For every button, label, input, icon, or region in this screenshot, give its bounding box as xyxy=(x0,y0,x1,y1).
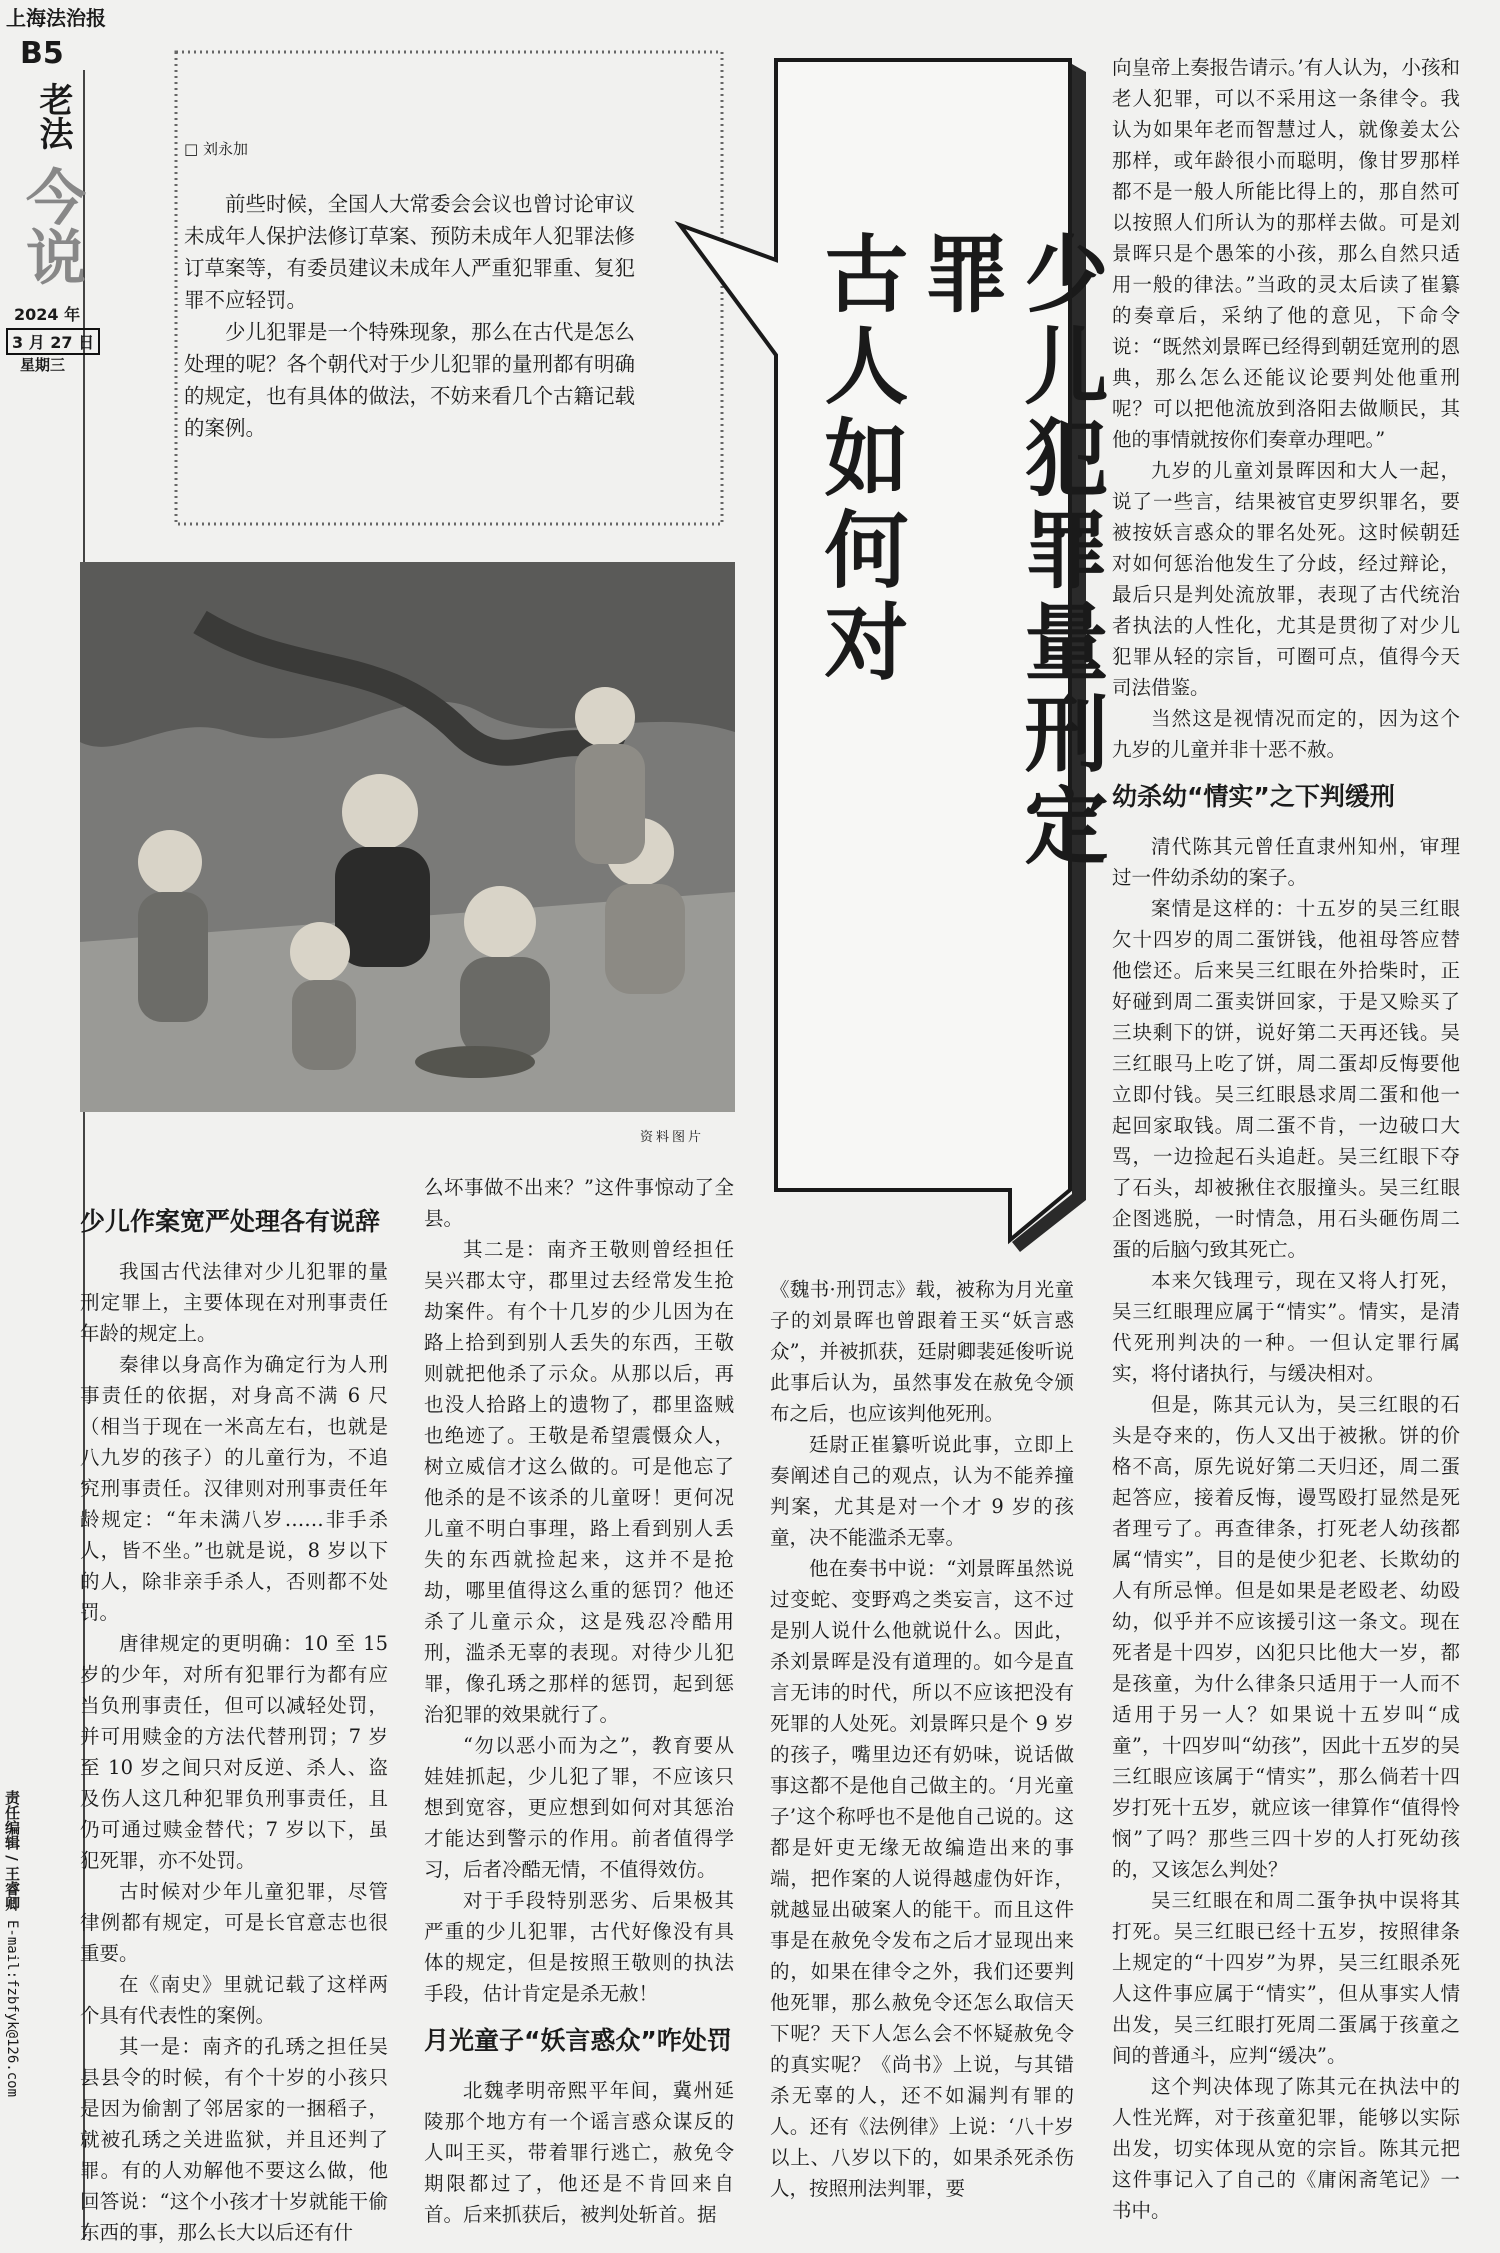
paragraph: 北魏孝明帝熙平年间，冀州延陵那个地方有一个谣言惑众谋反的人叫王买，带着罪行逃亡，赦免令期限都过了，他还是不肯回来自首。后来抓获后，被判处斩首。据 xyxy=(424,2079,734,2226)
paragraph: 案情是这样的：十五岁的吴三红眼欠十四岁的周二蛋饼钱，他祖母答应替他偿还。后来吴三红眼在外拾柴时，正好碰到周二蛋卖饼回家，于是又赊买了三块剩下的饼，说好第二天再还钱。吴三红眼马上吃了饼，周二蛋却反悔要他立即付钱。吴三红眼恳求周二蛋和他一起回家取钱。周二蛋不肯，一边破口大骂，一边捡起石头追赶。吴三红眼下夺了石头，却被揪住衣服撞头。吴三红眼企图逃脱，一时情急，用石头砸伤周二蛋的后脑勺致其死亡。 xyxy=(1112,897,1460,1261)
paragraph: 其二是：南齐王敬则曾经担任吴兴郡太守，郡里过去经常发生抢劫案件。有个十几岁的少儿因为在路上拾到到别人丢失的东西，王敬则就把他杀了示众。从那以后，再也没人拾路上的遗物了，郡里盗贼也绝迹了。王敬是希望震慑众人，树立威信才这么做的。可是他忘了他杀的是不该杀的儿童呀！更何况儿童不明白事理，路上看到别人丢失的东西就捡起来，这并不是抢劫，哪里值得这么重的惩罚？他还杀了儿童示众，这是残忍冷酷用刑，滥杀无辜的表现。对待少儿犯罪，像孔琇之那样的惩罚，起到惩治犯罪的效果就行了。 xyxy=(424,1238,734,1726)
paragraph: 对于手段特别恶劣、后果极其严重的少儿犯罪，古代好像没有具体的规定，但是按照王敬则的执法手段，估计肯定是杀无赦！ xyxy=(424,1889,734,2005)
paragraph: 廷尉正崔纂听说此事，立即上奏阐述自己的观点，认为不能养撞判案，尤其是对一个才 9 岁的孩童，决不能滥杀无辜。 xyxy=(770,1433,1074,1549)
illustration-children-playing xyxy=(80,562,735,1112)
page-number: B5 xyxy=(20,36,64,71)
paragraph: 古时候对少年儿童犯罪，尽管律例都有规定，可是长官意志也很重要。 xyxy=(80,1880,388,1965)
paragraph: 向皇帝上奏报告请示。’有人认为，小孩和老人犯罪，可以不采用这一条律令。我认为如果年老而智慧过人，就像姜太公那样，或年龄很小而聪明，像甘罗那样都不是一般人所能比得上的，那自然可以按照人们所认为的那样去做。可是刘景晖只是个愚笨的小孩，那么自然只适用一般的律法。”当政的灵太后读了崔纂的奏章后，采纳了他的意见，下命令说：“既然刘景晖已经得到朝廷宽刑的恩典，那么怎么还能议论要判处他重刑呢？可以把他流放到洛阳去做顺民，其他的事情就按你们奏章办理吧。” xyxy=(1112,56,1460,451)
column-4 xyxy=(1112,52,1460,2226)
intro-paragraph: 少儿犯罪是一个特殊现象，那么在古代是怎么处理的呢？各个朝代对于少儿犯罪的量刑都有明确的规定，也有具体的做法，不妨来看几个古籍记载的案例。 xyxy=(184,320,635,440)
article-title xyxy=(810,230,1110,930)
column-name-old: 老法 xyxy=(33,82,73,150)
paragraph: 清代陈其元曾任直隶州知州，审理过一件幼杀幼的案子。 xyxy=(1112,835,1460,889)
column-2 xyxy=(424,1172,734,2230)
paragraph: 当然这是视情况而定的，因为这个九岁的儿童并非十恶不赦。 xyxy=(1112,707,1460,761)
intro-box xyxy=(184,188,654,444)
weekday: 星期三 xyxy=(20,356,66,374)
paragraph: 九岁的儿童刘景晖因和大人一起，说了一些言，结果被官吏罗织罪名，要被按妖言惑众的罪名处死。这时候朝廷对如何惩治他发生了分歧，经过辩论，最后只是判处流放罪，表现了古代统治者执法的人性化，尤其是贯彻了对少儿犯罪从轻的宗旨，可圈可点，值得今天司法借鉴。 xyxy=(1112,459,1460,699)
title-line-2: 古人如何对 xyxy=(811,230,909,690)
date-year: 2024 年 xyxy=(14,305,81,324)
paragraph: 他在奏书中说：“刘景晖虽然说过变蛇、变野鸡之类妄言，这不过是别人说什么他就说什么。因此，杀刘景晖是没有道理的。如今是直言无讳的时代，所以不应该把没有死罪的人处死。刘景晖只是个 9 岁的孩子，嘴里边还有奶味，说话做事这都不是他自己做主的。‘月光童子’这个称呼也不是他自己说的。这都是奸吏无缘无故编造出来的事端，把作案的人说得越虚伪奸诈，就越显出破案人的能干。而且这件事是在赦免令发布之后才显现出来的，如果在律令之外，我们还要判他死罪，那么赦免令还怎么取信天下呢？天下人怎么会不怀疑赦免令的真实呢？《尚书》上说，与其错杀无辜的人，还不如漏判有罪的人。还有《法例律》上说：‘八十岁以上、八岁以下的，如果杀死杀伤人，按照刑法判罪，要 xyxy=(770,1557,1074,2200)
paragraph: 秦律以身高作为确定行为人刑事责任的依据，对身高不满 6 尺（相当于现在一米高左右，也就是八九岁的孩子）的儿童行为，不追究刑事责任。汉律则对刑事责任年龄规定：“年未满八岁……非手杀人，皆不坐。”也就是说，8 岁以下的人，除非亲手杀人，否则都不处罚。 xyxy=(80,1353,388,1624)
masthead-logo: 上海法治报 xyxy=(6,6,106,30)
column-1 xyxy=(80,1190,388,2248)
section-heading: 少儿作案宽严处理各有说辞 xyxy=(80,1207,381,1236)
date-month-day: 3 月 27 日 xyxy=(6,328,100,355)
paragraph: 《魏书·刑罚志》载，被称为月光童子的刘景晖也曾跟着王买“妖言惑众”，并被抓获，廷尉卿裴延俊听说此事后认为，虽然事发在赦免令颁布之后，也应该判他死刑。 xyxy=(770,1278,1074,1425)
editor-email[interactable]: E-mail:fzbfyk@126.com xyxy=(4,1920,20,2098)
paragraph: 但是，陈其元认为，吴三红眼的石头是夺来的，伤人又出于被揪。饼的价格不高，原先说好第二天归还，周二蛋起答应，接着反悔，谩骂殴打显然是死者理亏了。再查律条，打死老人幼孩都属“情实”，目的是使少犯老、长欺幼的人有所忌惮。但是如果是老殴老、幼殴幼，似乎并不应该援引这一条文。现在死者是十四岁，凶犯只比他大一岁，都是孩童，为什么律条只适用于一人而不适用于另一人？如果说十五岁叫“成童”，十四岁叫“幼孩”，因此十五岁的吴三红眼应该属于“情实”，那么倘若十四岁打死十五岁，就应该一律算作“值得怜悯”了吗？那些三四十岁的人打死幼孩的，又该怎么判处？ xyxy=(1112,1393,1460,1881)
intro-paragraph: 前些时候，全国人大常委会会议也曾讨论审议未成年人保护法修订草案、预防未成年人犯罪法修订草案等，有委员建议未成年人严重犯罪重、复犯罪不应轻罚。 xyxy=(184,192,635,312)
paragraph: 在《南史》里就记载了这样两个具有代表性的案例。 xyxy=(80,1973,388,2027)
paragraph: “勿以恶小而为之”，教育要从娃娃抓起，少儿犯了罪，不应该只想到宽容，更应想到如何对其惩治才能达到警示的作用。前者值得学习，后者冷酷无情，不值得效仿。 xyxy=(424,1734,734,1881)
author-byline: □ 刘永加 xyxy=(184,140,248,158)
illustration-drawing xyxy=(80,562,735,1112)
paragraph: 其一是：南齐的孔琇之担任吴县县令的时候，有个十岁的小孩只是因为偷割了邻居家的一捆稻子，就被孔琇之关进监狱，并且还判了罪。有的人劝解他不要这么做，他回答说：“这个小孩才十岁就能干偷东西的事，那么长大以后还有什 xyxy=(80,2035,388,2244)
section-heading: 幼杀幼“情实”之下判缓刑 xyxy=(1112,782,1395,811)
paragraph: 么坏事做不出来？”这件事惊动了全县。 xyxy=(424,1176,734,1230)
image-caption: 资料图片 xyxy=(640,1130,705,1145)
title-line-1: 少儿犯罪量刑定罪 xyxy=(911,230,1109,874)
column-3 xyxy=(770,1274,1074,2204)
paragraph: 我国古代法律对少儿犯罪的量刑定罪上，主要体现在对刑事责任年龄的规定上。 xyxy=(80,1260,388,1345)
editor-credit: 责任编辑 / 王睿卿 xyxy=(3,1790,21,1911)
paragraph: 这个判决体现了陈其元在执法中的人性光辉，对于孩童犯罪，能够以实际出发，切实体现从宽的宗旨。陈其元把这件事记入了自己的《庸闲斋笔记》一书中。 xyxy=(1112,2075,1460,2222)
paragraph: 吴三红眼在和周二蛋争执中误将其打死。吴三红眼已经十五岁，按照律条上规定的“十四岁”为界，吴三红眼杀死人这件事应属于“情实”，但从事实人情出发，吴三红眼打死周二蛋属于孩童之间的普通斗，应判“缓决”。 xyxy=(1112,1889,1460,2067)
paragraph: 唐律规定的更明确：10 至 15 岁的少年，对所有犯罪行为都有应当负刑事责任，但可以减轻处罚，并可用赎金的方法代替刑罚；7 岁至 10 岁之间只对反逆、杀人、盗及伤人这几种犯罪负刑事责任，且仍可通过赎金替代；7 岁以下，虽犯死罪，亦不处罚。 xyxy=(80,1632,388,1872)
section-heading: 月光童子“妖言惑众”咋处罚 xyxy=(424,2026,732,2055)
column-name-new: 今说 xyxy=(16,166,86,286)
paragraph: 本来欠钱理亏，现在又将人打死，吴三红眼理应属于“情实”。情实，是清代死刑判决的一种。一但认定罪行属实，将付诸执行，与缓决相对。 xyxy=(1112,1269,1460,1385)
